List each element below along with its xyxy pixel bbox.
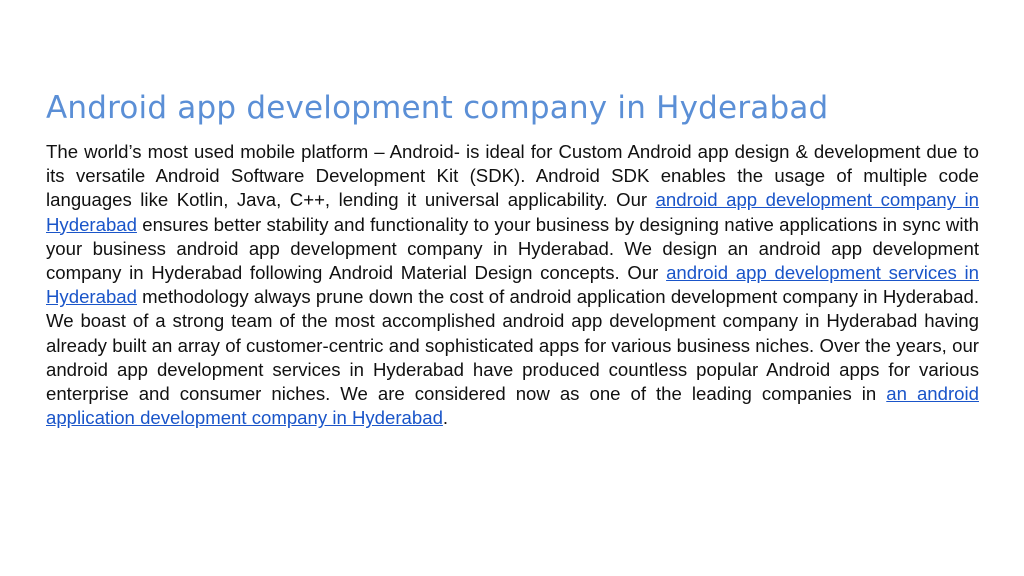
paragraph-text: methodology always prune down the cost of android application development company in Hyderabad. We boast of a strong team of the most accomplished android app development company in Hyderabad having already built an array of customer-centric and sophisticated apps for various business niches. Over the years, our android app development services in Hyderabad have produced countless popular Android apps for various enterprise and consumer niches. We are considered now as one of the leading companies in — [46, 286, 979, 405]
link-android-application-development-company[interactable]: an android application development company in Hyderabad — [46, 383, 979, 429]
slide-title: Android app development company in Hyderabad — [46, 90, 829, 126]
body-paragraph — [46, 140, 979, 430]
link-android-app-development-company[interactable]: android app development company in Hyderabad — [46, 189, 979, 235]
paragraph-text: ensures better stability and functionality to your business by designing native applications in sync with your business android app development company in Hyderabad. We design an android app development company in Hyderabad following Android Material Design concepts. Our — [46, 213, 979, 284]
paragraph-text: The world’s most used mobile platform – Android- is ideal for Custom Android app design & development due to its versatile Android Software Development Kit (SDK). Android SDK enables the usage of multiple code languages like Kotlin, Java, C++, lending it universal applicability. Our — [46, 141, 979, 211]
paragraph-end-punctuation: . — [442, 407, 449, 429]
link-android-app-development-services[interactable]: android app development services in Hyderabad — [46, 262, 979, 308]
